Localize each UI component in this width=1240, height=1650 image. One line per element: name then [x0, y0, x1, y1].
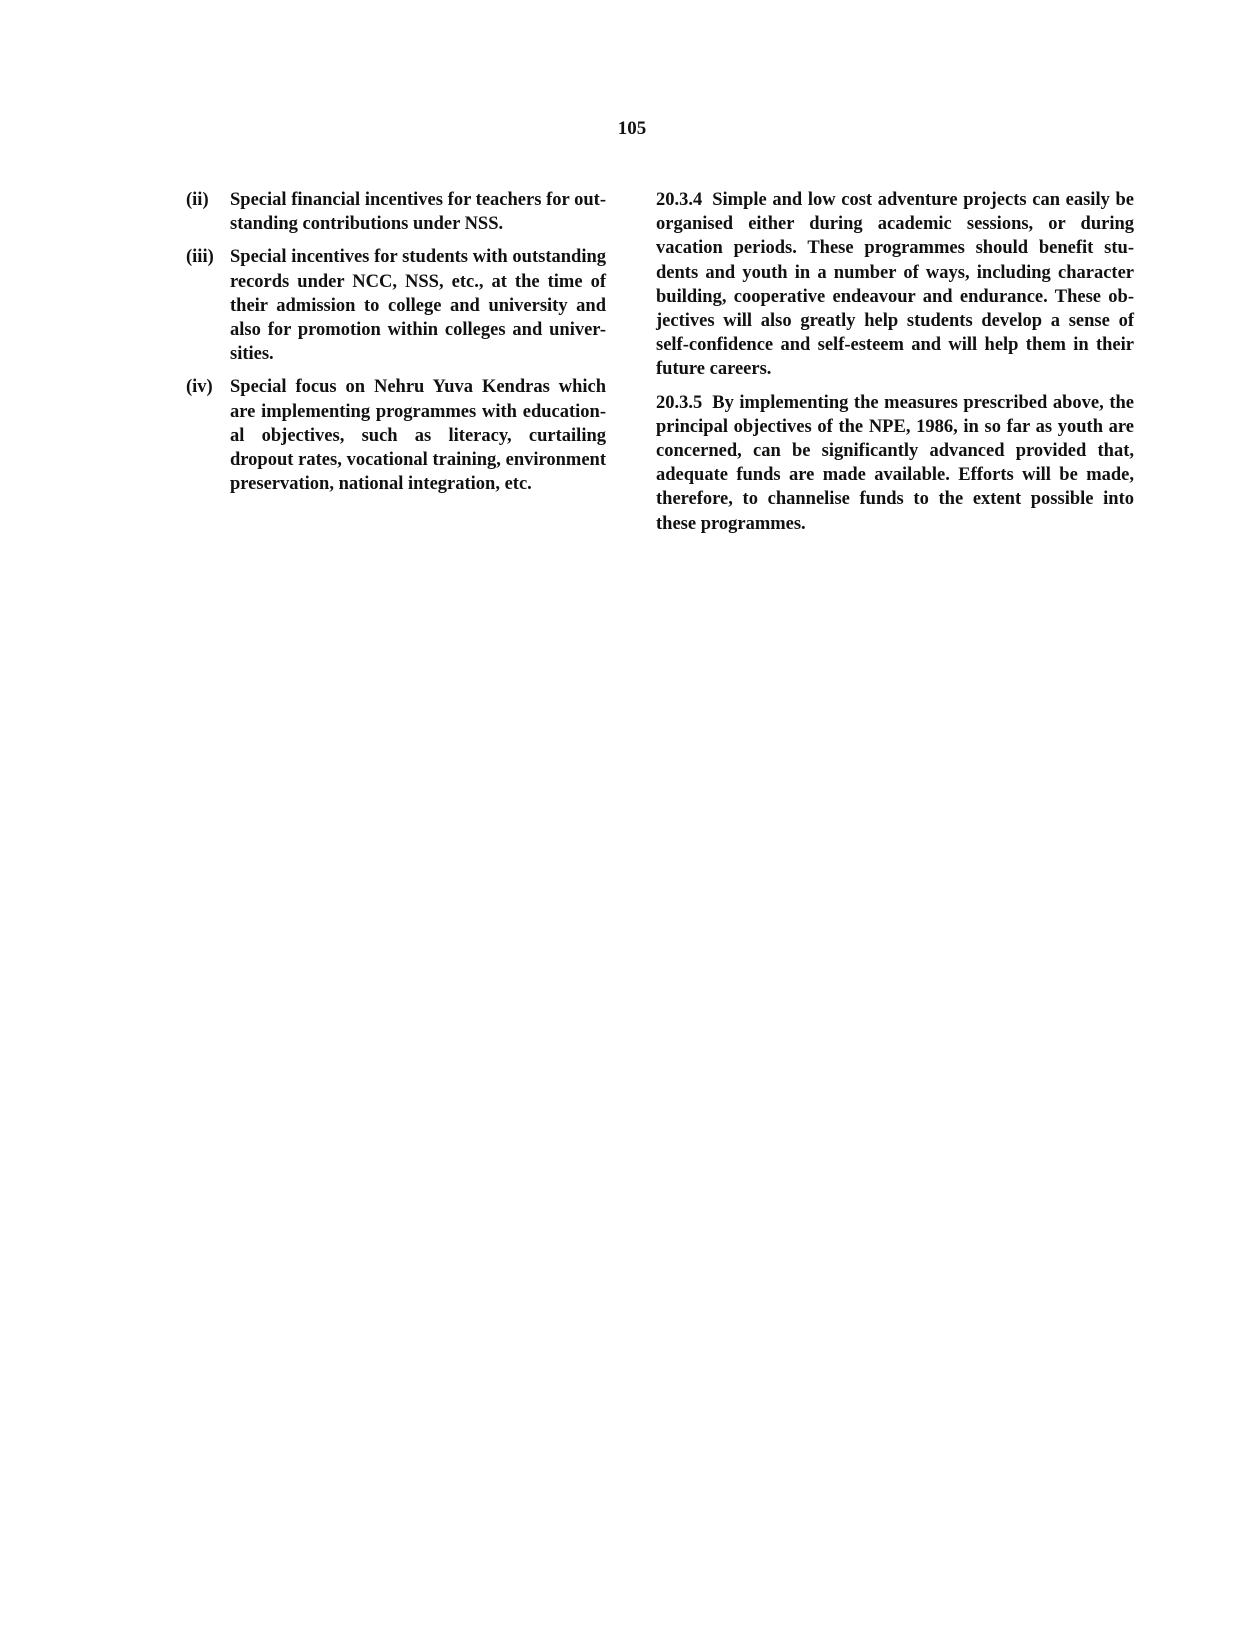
list-item [186, 188, 606, 236]
paragraph [656, 188, 1134, 382]
list-item-text: Special focus on Nehru Yuva Kendras which are implementing programmes with education-al objectives, such as literacy, curtailing dropout rates, vocational training, environment preservation, national integration, etc. [230, 377, 606, 495]
paragraph-text: Simple and low cost adventure projects can easily be organised either during academic sessions, or during vacation periods. These programmes should benefit stu-dents and youth in a number of ways, including character building, cooperative endeavour and endurance. These ob-jectives will also greatly help students develop a sense of self-confidence and self-esteem and will help them in their future careers. [656, 190, 1134, 380]
paragraph-number: 20.3.4 [656, 190, 703, 210]
list-item-marker: (ii) [186, 190, 209, 210]
list-item-text: Special financial incentives for teachers for out-standing contributions under NSS. [230, 190, 606, 235]
list-item-marker: (iii) [186, 247, 214, 268]
paragraph-number: 20.3.5 [656, 392, 703, 413]
list-item-marker: (iv) [186, 377, 213, 398]
paragraph-text: By implementing the measures prescribed above, the principal objectives of the NPE, 1986, in so far as youth are concerned, can be significantly advanced provided that, adequate funds are made available. Efforts will be made, therefore, to channelise funds to the extent possible into these programmes. [656, 392, 1134, 534]
paragraph [656, 391, 1134, 536]
list-item [186, 245, 606, 366]
right-column [656, 188, 1134, 545]
list-item-text: Special incentives for students with outstanding records under NCC, NSS, etc., at the time of their admission to college and university and also for promotion within colleges and univer-sities. [230, 247, 606, 365]
left-column [186, 188, 606, 505]
list-item [186, 375, 606, 496]
page-number: 105 [617, 118, 647, 139]
